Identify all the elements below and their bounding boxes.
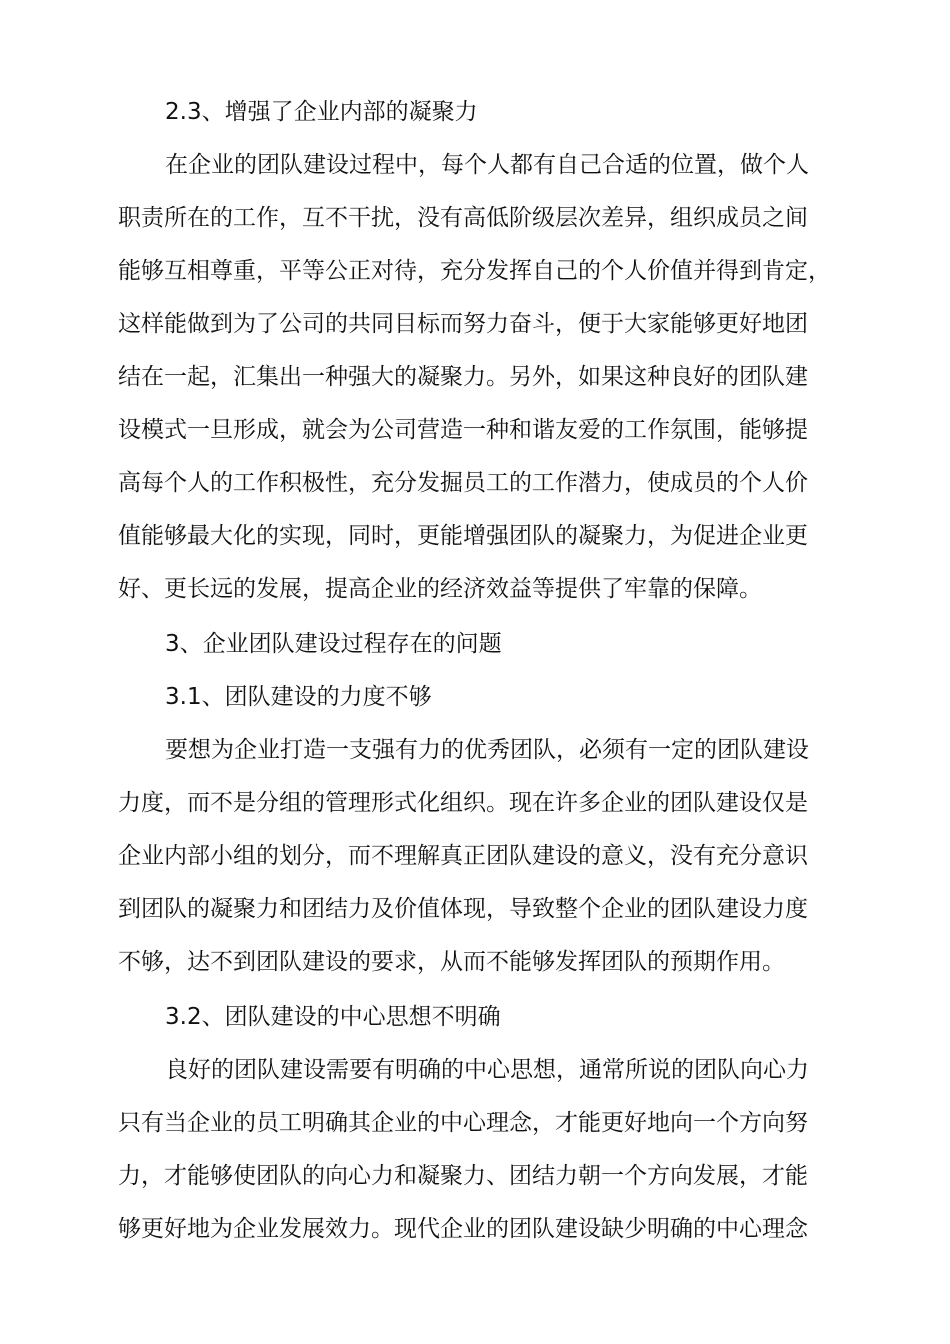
paragraph-line: 力度，而不是分组的管理形式化组织。现在许多企业的团队建设仅是 <box>118 790 808 816</box>
heading-2-3: 2.3、增强了企业内部的凝聚力 <box>165 99 478 125</box>
paragraph-line: 力，才能够使团队的向心力和凝聚力、团结力朝一个方向发展，才能 <box>118 1163 808 1189</box>
paragraph-line: 到团队的凝聚力和团结力及价值体现，导致整个企业的团队建设力度 <box>118 896 808 922</box>
heading-3-2: 3.2、团队建设的中心思想不明确 <box>165 1004 501 1030</box>
paragraph-line: 职责所在的工作，互不干扰，没有高低阶级层次差异，组织成员之间 <box>118 205 808 231</box>
paragraph-line: 高每个人的工作积极性，充分发掘员工的工作潜力，使成员的个人价 <box>118 470 808 496</box>
heading-3-1: 3.1、团队建设的力度不够 <box>165 684 432 710</box>
paragraph-line: 要想为企业打造一支强有力的优秀团队，必须有一定的团队建设 <box>165 737 809 763</box>
paragraph-line: 只有当企业的员工明确其企业的中心理念，才能更好地向一个方向努 <box>118 1110 808 1136</box>
paragraph-line: 不够，达不到团队建设的要求，从而不能够发挥团队的预期作用。 <box>118 949 785 975</box>
paragraph-line: 企业内部小组的划分，而不理解真正团队建设的意义，没有充分意识 <box>118 843 808 869</box>
heading-3: 3、企业团队建设过程存在的问题 <box>165 631 502 657</box>
paragraph-line: 良好的团队建设需要有明确的中心思想，通常所说的团队向心力 <box>165 1057 809 1083</box>
paragraph-line: 值能够最大化的实现，同时，更能增强团队的凝聚力，为促进企业更 <box>118 523 808 549</box>
paragraph-line: 设模式一旦形成，就会为公司营造一种和谐友爱的工作氛围，能够提 <box>118 417 808 443</box>
paragraph-line: 够更好地为企业发展效力。现代企业的团队建设缺少明确的中心理念 <box>118 1216 808 1242</box>
paragraph-line: 好、更长远的发展，提高企业的经济效益等提供了牢靠的保障。 <box>118 576 762 602</box>
paragraph-line: 结在一起，汇集出一种强大的凝聚力。另外，如果这种良好的团队建 <box>118 364 808 390</box>
paragraph-line: 在企业的团队建设过程中，每个人都有自己合适的位置，做个人 <box>165 152 809 178</box>
paragraph-line: 这样能做到为了公司的共同目标而努力奋斗，便于大家能够更好地团 <box>118 311 808 337</box>
paragraph-line: 能够互相尊重，平等公正对待，充分发挥自己的个人价值并得到肯定， <box>118 258 831 284</box>
